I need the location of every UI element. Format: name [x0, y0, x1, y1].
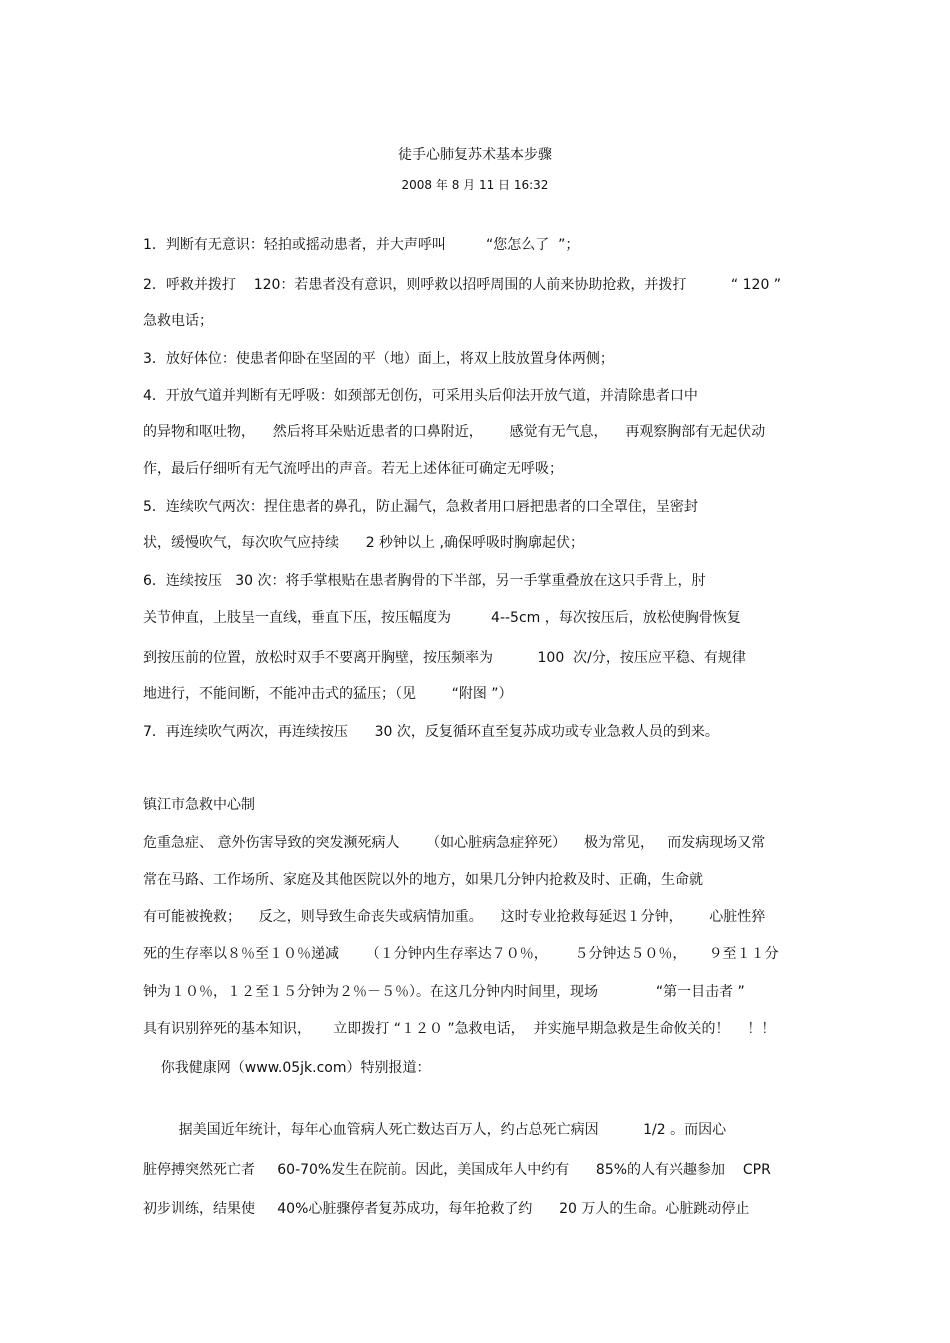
- body-line: 有可能被挽救； 反之，则导致生命丧失或病情加重。 这时专业抢救每延迟１分钟， 心脏性猝: [143, 909, 766, 925]
- body-line: 危重急症、 意外伤害导致的突发濒死病人 （如心脏病急症猝死） 极为常见， 而发病现场又常: [143, 835, 766, 851]
- body-line: 1．判断有无意识：轻拍或摇动患者，并大声呼叫 “您怎么了 ”；: [143, 237, 580, 253]
- section-heading: 镇江市急救中心制: [143, 797, 255, 813]
- body-line: 3．放好体位：使患者仰卧在坚固的平（地）面上，将双上肢放置身体两侧；: [143, 351, 614, 367]
- body-line: 2．呼救并拨打 120：若患者没有意识，则呼救以招呼周围的人前来协助抢救，并拨打 “ 120 ”: [143, 277, 782, 293]
- body-line: 到按压前的位置，放松时双手不要离开胸壁，按压频率为 100 次/分，按压应平稳、有规律: [143, 650, 746, 666]
- body-line: 死的生存率以８％至１０％递减 （１分钟内生存率达７０％， ５分钟达５０％， ９至１１分: [143, 946, 779, 962]
- document-title: 徒手心肺复苏术基本步骤: [398, 147, 552, 163]
- body-line: 关节伸直，上肢呈一直线，垂直下压，按压幅度为 4--5cm ，每次按压后，放松使胸骨恢复: [143, 610, 741, 626]
- body-line: 的异物和呕吐物， 然后将耳朵贴近患者的口鼻附近， 感觉有无气息， 再观察胸部有无起伏动: [143, 424, 766, 440]
- body-line: 6．连续按压 30 次：将手掌根贴在患者胸骨的下半部，另一手掌重叠放在这只手背上，肘: [143, 573, 706, 589]
- body-line: 地进行，不能间断，不能冲击式的猛压；（见 “附图 ”）: [143, 686, 513, 702]
- body-line: 脏停搏突然死亡者 60-70%发生在院前。因此，美国成年人中约有 85%的人有兴趣参加 CPR: [143, 1162, 771, 1178]
- body-line: 5．连续吹气两次：捏住患者的鼻孔，防止漏气，急救者用口唇把患者的口全罩住，呈密封: [143, 499, 698, 515]
- body-line: 钟为１０％，１２至１５分钟为２％－５％）。在这几分钟内时间里，现场 “第一目击者 ”: [143, 984, 745, 1000]
- body-line: 4．开放气道并判断有无呼吸：如颈部无创伤，可采用头后仰法开放气道，并清除患者口中: [143, 388, 698, 404]
- body-line: 你我健康网（www.05jk.com）特别报道：: [143, 1060, 431, 1076]
- body-line: 初步训练，结果使 40%心脏骤停者复苏成功，每年抢救了约 20 万人的生命。心脏跳动停止: [143, 1201, 750, 1217]
- body-line: 据美国近年统计，每年心血管病人死亡数达百万人，约占总死亡病因 1/2 。而因心: [143, 1122, 727, 1138]
- body-line: 具有识别猝死的基本知识， 立即拨打 “１２０ ”急救电话， 并实施早期急救是生命攸关的！ ！！: [143, 1021, 776, 1037]
- document-date: 2008 年 8 月 11 日 16:32: [401, 178, 549, 192]
- body-line: 作，最后仔细听有无气流呼出的声音。若无上述体征可确定无呼吸；: [143, 461, 563, 477]
- body-line: 急救电话；: [143, 313, 213, 329]
- body-line: 常在马路、工作场所、家庭及其他医院以外的地方，如果几分钟内抢救及时、正确，生命就: [143, 872, 703, 888]
- body-line: 状，缓慢吹气，每次吹气应持续 2 秒钟以上 ,确保呼吸时胸廓起伏；: [143, 535, 584, 551]
- body-line: 7．再连续吹气两次，再连续按压 30 次，反复循环直至复苏成功或专业急救人员的到来。: [143, 724, 719, 740]
